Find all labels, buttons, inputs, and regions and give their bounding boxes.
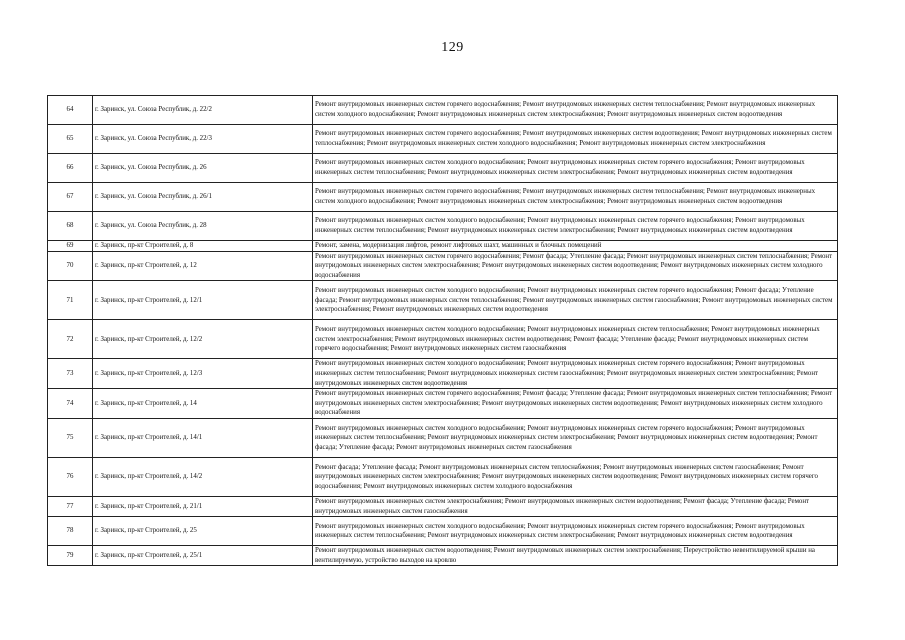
- row-address: г. Заринск, ул. Союза Республик, д. 22/3: [93, 125, 313, 154]
- row-works: Ремонт внутридомовых инженерных систем горячего водоснабжения; Ремонт внутридомовых инженерных систем теплоснабжения; Ремонт внутридомовых инженерных систем холодного водоснабжения; Ремонт внутридомовых инженерных систем электроснабжения; Ремонт внутридомовых инженерных систем водоотведения: [313, 183, 838, 212]
- row-address: г. Заринск, пр-кт Строителей, д. 14/2: [93, 457, 313, 496]
- row-works: Ремонт фасада; Утепление фасада; Ремонт внутридомовых инженерных систем теплоснабжения; Ремонт внутридомовых инженерных систем газоснабжения; Ремонт внутридомовых инженерных систем электроснабжения; Ремонт внутридомовых инженерных систем водоотведения; Ремонт внутридомовых инженерных систем горячего водоснабжения; Ремонт внутридомовых инженерных систем холодного водоснабжения: [313, 457, 838, 496]
- row-number: 76: [48, 457, 93, 496]
- row-number: 69: [48, 241, 93, 252]
- table-row: [48, 281, 838, 320]
- row-works: Ремонт внутридомовых инженерных систем холодного водоснабжения; Ремонт внутридомовых инженерных систем горячего водоснабжения; Ремонт внутридомовых инженерных систем теплоснабжения; Ремонт внутридомовых инженерных систем электроснабжения; Ремонт внутридомовых инженерных систем водоотведения: [313, 212, 838, 241]
- row-works: Ремонт внутридомовых инженерных систем электроснабжения; Ремонт внутридомовых инженерных систем водоотведения; Ремонт фасада; Утепление фасада; Ремонт внутридомовых инженерных систем газоснабжения: [313, 496, 838, 516]
- table-row: [48, 183, 838, 212]
- row-address: г. Заринск, пр-кт Строителей, д. 14/1: [93, 418, 313, 457]
- table-row: [48, 212, 838, 241]
- row-number: 77: [48, 496, 93, 516]
- row-address: г. Заринск, пр-кт Строителей, д. 12/2: [93, 320, 313, 359]
- table-row: [48, 496, 838, 516]
- row-number: 73: [48, 359, 93, 389]
- row-number: 64: [48, 96, 93, 125]
- table-row: [48, 546, 838, 566]
- row-address: г. Заринск, пр-кт Строителей, д. 12/1: [93, 281, 313, 320]
- table-row: [48, 517, 838, 546]
- row-number: 67: [48, 183, 93, 212]
- table-row: [48, 457, 838, 496]
- row-address: г. Заринск, пр-кт Строителей, д. 8: [93, 241, 313, 252]
- table-row: [48, 251, 838, 281]
- row-address: г. Заринск, пр-кт Строителей, д. 25: [93, 517, 313, 546]
- row-works: Ремонт внутридомовых инженерных систем холодного водоснабжения; Ремонт внутридомовых инженерных систем горячего водоснабжения; Ремонт внутридомовых инженерных систем теплоснабжения; Ремонт внутридомовых инженерных систем газоснабжения; Ремонт внутридомовых инженерных систем электроснабжения; Ремонт внутридомовых инженерных систем водоотведения: [313, 359, 838, 389]
- row-number: 65: [48, 125, 93, 154]
- table-row: [48, 154, 838, 183]
- row-address: г. Заринск, ул. Союза Республик, д. 26/1: [93, 183, 313, 212]
- row-works: Ремонт, замена, модернизация лифтов, ремонт лифтовых шахт, машинных и блочных помещений: [313, 241, 838, 252]
- row-works: Ремонт внутридомовых инженерных систем горячего водоснабжения; Ремонт внутридомовых инженерных систем водоотведения; Ремонт внутридомовых инженерных систем теплоснабжения; Ремонт внутридомовых инженерных систем холодного водоснабжения; Ремонт внутридомовых инженерных систем электроснабжения: [313, 125, 838, 154]
- row-address: г. Заринск, пр-кт Строителей, д. 14: [93, 389, 313, 419]
- row-works: Ремонт внутридомовых инженерных систем холодного водоснабжения; Ремонт внутридомовых инженерных систем теплоснабжения; Ремонт внутридомовых инженерных систем электроснабжения; Ремонт внутридомовых инженерных систем водоотведения; Ремонт фасада; Утепление фасада; Ремонт внутридомовых инженерных систем горячего водоснабжения; Ремонт внутридомовых инженерных систем газоснабжения: [313, 320, 838, 359]
- row-works: Ремонт внутридомовых инженерных систем горячего водоснабжения; Ремонт фасада; Утепление фасада; Ремонт внутридомовых инженерных систем теплоснабжения; Ремонт внутридомовых инженерных систем электроснабжения; Ремонт внутридомовых инженерных систем водоотведения; Ремонт внутридомовых инженерных систем холодного водоснабжения: [313, 251, 838, 281]
- table-row: [48, 125, 838, 154]
- row-works: Ремонт внутридомовых инженерных систем горячего водоснабжения; Ремонт внутридомовых инженерных систем теплоснабжения; Ремонт внутридомовых инженерных систем холодного водоснабжения; Ремонт внутридомовых инженерных систем электроснабжения; Ремонт внутридомовых инженерных систем водоотведения: [313, 96, 838, 125]
- row-number: 75: [48, 418, 93, 457]
- row-address: г. Заринск, пр-кт Строителей, д. 25/1: [93, 546, 313, 566]
- row-works: Ремонт внутридомовых инженерных систем горячего водоснабжения; Ремонт фасада; Утепление фасада; Ремонт внутридомовых инженерных систем теплоснабжения; Ремонт внутридомовых инженерных систем электроснабжения; Ремонт внутридомовых инженерных систем водоотведения; Ремонт внутридомовых инженерных систем холодного водоснабжения: [313, 389, 838, 419]
- row-number: 79: [48, 546, 93, 566]
- row-address: г. Заринск, пр-кт Строителей, д. 12: [93, 251, 313, 281]
- row-number: 74: [48, 389, 93, 419]
- row-address: г. Заринск, ул. Союза Республик, д. 28: [93, 212, 313, 241]
- row-number: 68: [48, 212, 93, 241]
- table-row: [48, 241, 838, 252]
- row-works: Ремонт внутридомовых инженерных систем холодного водоснабжения; Ремонт внутридомовых инженерных систем горячего водоснабжения; Ремонт фасада; Утепление фасада; Ремонт внутридомовых инженерных систем теплоснабжения; Ремонт внутридомовых инженерных систем газоснабжения; Ремонт внутридомовых инженерных систем электроснабжения; Ремонт внутридомовых инженерных систем водоотведения: [313, 281, 838, 320]
- page-number: 129: [441, 40, 464, 55]
- row-number: 70: [48, 251, 93, 281]
- table-row: [48, 418, 838, 457]
- row-number: 78: [48, 517, 93, 546]
- row-works: Ремонт внутридомовых инженерных систем холодного водоснабжения; Ремонт внутридомовых инженерных систем горячего водоснабжения; Ремонт внутридомовых инженерных систем теплоснабжения; Ремонт внутридомовых инженерных систем электроснабжения; Ремонт внутридомовых инженерных систем водоотведения; Ремонт фасада; Утепление фасада; Ремонт внутридомовых инженерных систем газоснабжения: [313, 418, 838, 457]
- table-row: [48, 389, 838, 419]
- row-number: 71: [48, 281, 93, 320]
- registry-table: [47, 95, 838, 566]
- row-works: Ремонт внутридомовых инженерных систем холодного водоснабжения; Ремонт внутридомовых инженерных систем горячего водоснабжения; Ремонт внутридомовых инженерных систем теплоснабжения; Ремонт внутридомовых инженерных систем электроснабжения; Ремонт внутридомовых инженерных систем водоотведения: [313, 154, 838, 183]
- table-row: [48, 96, 838, 125]
- row-number: 66: [48, 154, 93, 183]
- table-row: [48, 320, 838, 359]
- row-address: г. Заринск, ул. Союза Республик, д. 22/2: [93, 96, 313, 125]
- row-address: г. Заринск, ул. Союза Республик, д. 26: [93, 154, 313, 183]
- table-row: [48, 359, 838, 389]
- row-works: Ремонт внутридомовых инженерных систем водоотведения; Ремонт внутридомовых инженерных систем электроснабжения; Переустройство невентилируемой крыши на вентилируемую, устройство выходов на кровлю: [313, 546, 838, 566]
- row-works: Ремонт внутридомовых инженерных систем холодного водоснабжения; Ремонт внутридомовых инженерных систем горячего водоснабжения; Ремонт внутридомовых инженерных систем теплоснабжения; Ремонт внутридомовых инженерных систем электроснабжения; Ремонт внутридомовых инженерных систем водоотведения: [313, 517, 838, 546]
- row-address: г. Заринск, пр-кт Строителей, д. 21/1: [93, 496, 313, 516]
- row-address: г. Заринск, пр-кт Строителей, д. 12/3: [93, 359, 313, 389]
- row-number: 72: [48, 320, 93, 359]
